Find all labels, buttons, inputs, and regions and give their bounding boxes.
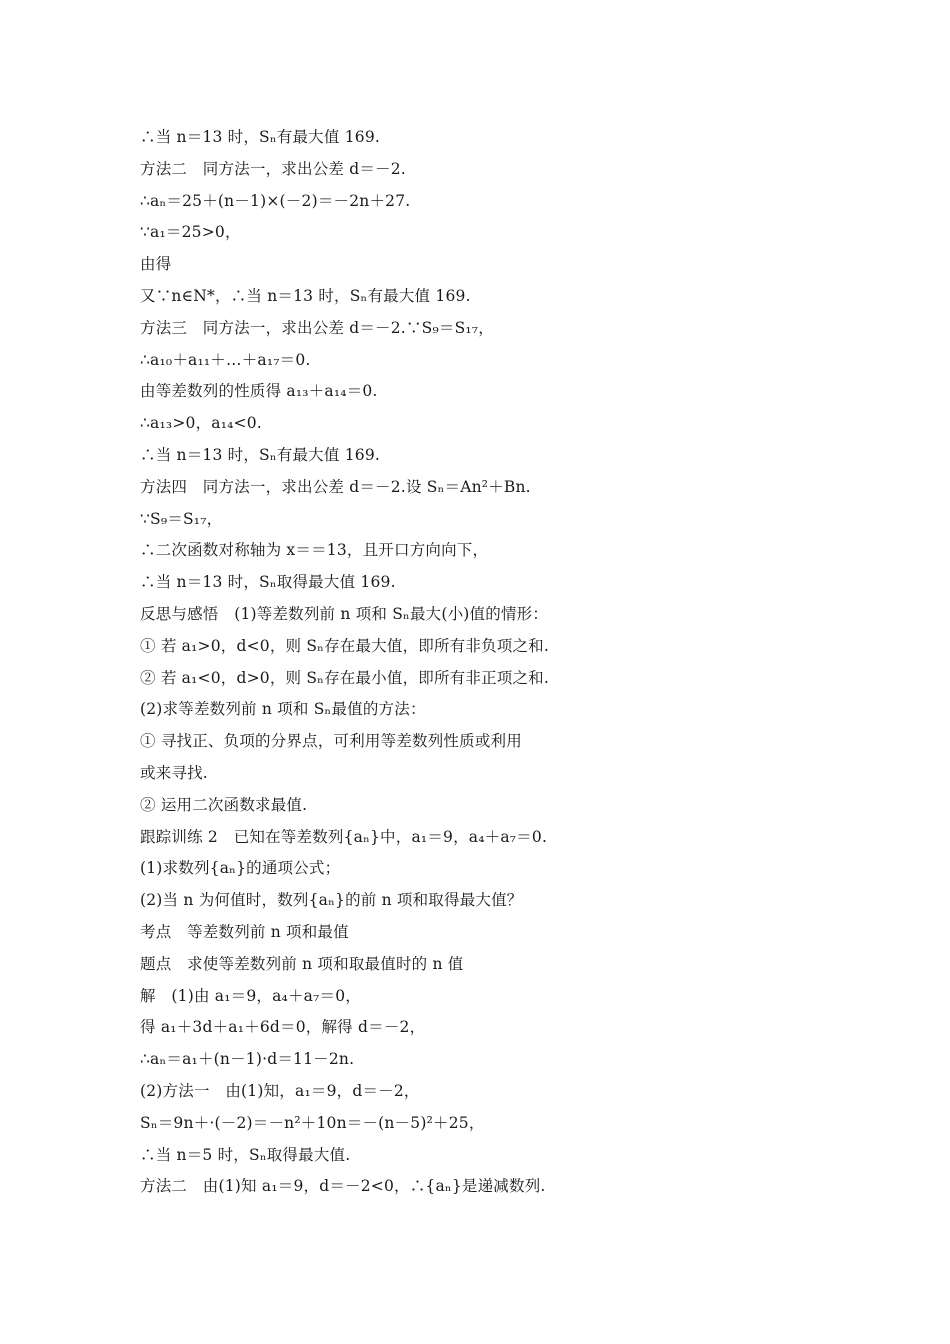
text-line: 方法二 由(1)知 a₁＝9，d＝－2<0，∴{aₙ}是递减数列. <box>140 1177 546 1196</box>
text-line: 方法四 同方法一，求出公差 d＝－2.设 Sₙ＝An²＋Bn. <box>140 477 531 496</box>
text-line: (2)求等差数列前 n 项和 Sₙ最值的方法： <box>140 700 426 719</box>
text-line: 反思与感悟 (1)等差数列前 n 项和 Sₙ最大(小)值的情形： <box>140 604 549 623</box>
text-line: (2)当 n 为何值时，数列{aₙ}的前 n 项和取得最大值？ <box>140 891 523 910</box>
text-line: (1)求数列{aₙ}的通项公式； <box>140 859 341 878</box>
text-line: Sₙ＝9n＋·(－2)＝－n²＋10n＝－(n－5)²＋25， <box>140 1113 485 1132</box>
text-line: (2)方法一 由(1)知，a₁＝9，d＝－2， <box>140 1081 420 1100</box>
text-line: ∴二次函数对称轴为 x＝＝13，且开口方向向下， <box>140 541 489 560</box>
text-line: 跟踪训练 2 已知在等差数列{aₙ}中，a₁＝9，a₄＋a₇＝0. <box>140 827 548 846</box>
text-line: 题点 求使等差数列前 n 项和取最值时的 n 值 <box>140 954 464 973</box>
text-line: 方法三 同方法一，求出公差 d＝－2.∵S₉＝S₁₇， <box>140 318 494 337</box>
text-line: 又∵n∈N*，∴当 n＝13 时，Sₙ有最大值 169. <box>140 286 471 305</box>
text-line: ∵S₉＝S₁₇， <box>140 509 223 528</box>
text-line: 解 (1)由 a₁＝9，a₄＋a₇＝0， <box>140 986 361 1005</box>
text-line: 考点 等差数列前 n 项和最值 <box>140 922 349 941</box>
text-line: ∴当 n＝5 时，Sₙ取得最大值. <box>140 1145 351 1164</box>
text-line: ∴当 n＝13 时，Sₙ有最大值 169. <box>140 128 381 146</box>
text-line: 得 a₁＋3d＋a₁＋6d＝0，解得 d＝－2， <box>140 1018 426 1037</box>
text-line: ∴aₙ＝25＋(n－1)×(－2)＝－2n＋27. <box>140 191 411 210</box>
text-line: ① 若 a₁>0，d<0，则 Sₙ存在最大值，即所有非负项之和. <box>140 636 550 655</box>
document-page <box>140 122 840 1203</box>
text-line: ② 若 a₁<0，d>0，则 Sₙ存在最小值，即所有非正项之和. <box>140 668 550 687</box>
text-line: 方法二 同方法一，求出公差 d＝－2. <box>140 159 406 178</box>
text-line: ∵a₁＝25>0， <box>140 223 241 242</box>
text-line: 由等差数列的性质得 a₁₃＋a₁₄＝0. <box>140 382 378 401</box>
text-line: ① 寻找正、负项的分界点，可利用等差数列性质或利用 <box>140 732 522 751</box>
text-line: ∴当 n＝13 时，Sₙ有最大值 169. <box>140 445 381 464</box>
text-line: ② 运用二次函数求最值. <box>140 795 308 814</box>
text-line: ∴a₁₃>0，a₁₄<0. <box>140 414 262 433</box>
text-line: ∴当 n＝13 时，Sₙ取得最大值 169. <box>140 573 396 592</box>
text-line: ∴a₁₀＋a₁₁＋…＋a₁₇＝0. <box>140 350 311 369</box>
text-line: 或来寻找. <box>140 763 208 782</box>
text-line: 由得 <box>140 255 172 274</box>
text-line: ∴aₙ＝a₁＋(n－1)·d＝11－2n. <box>140 1050 355 1069</box>
